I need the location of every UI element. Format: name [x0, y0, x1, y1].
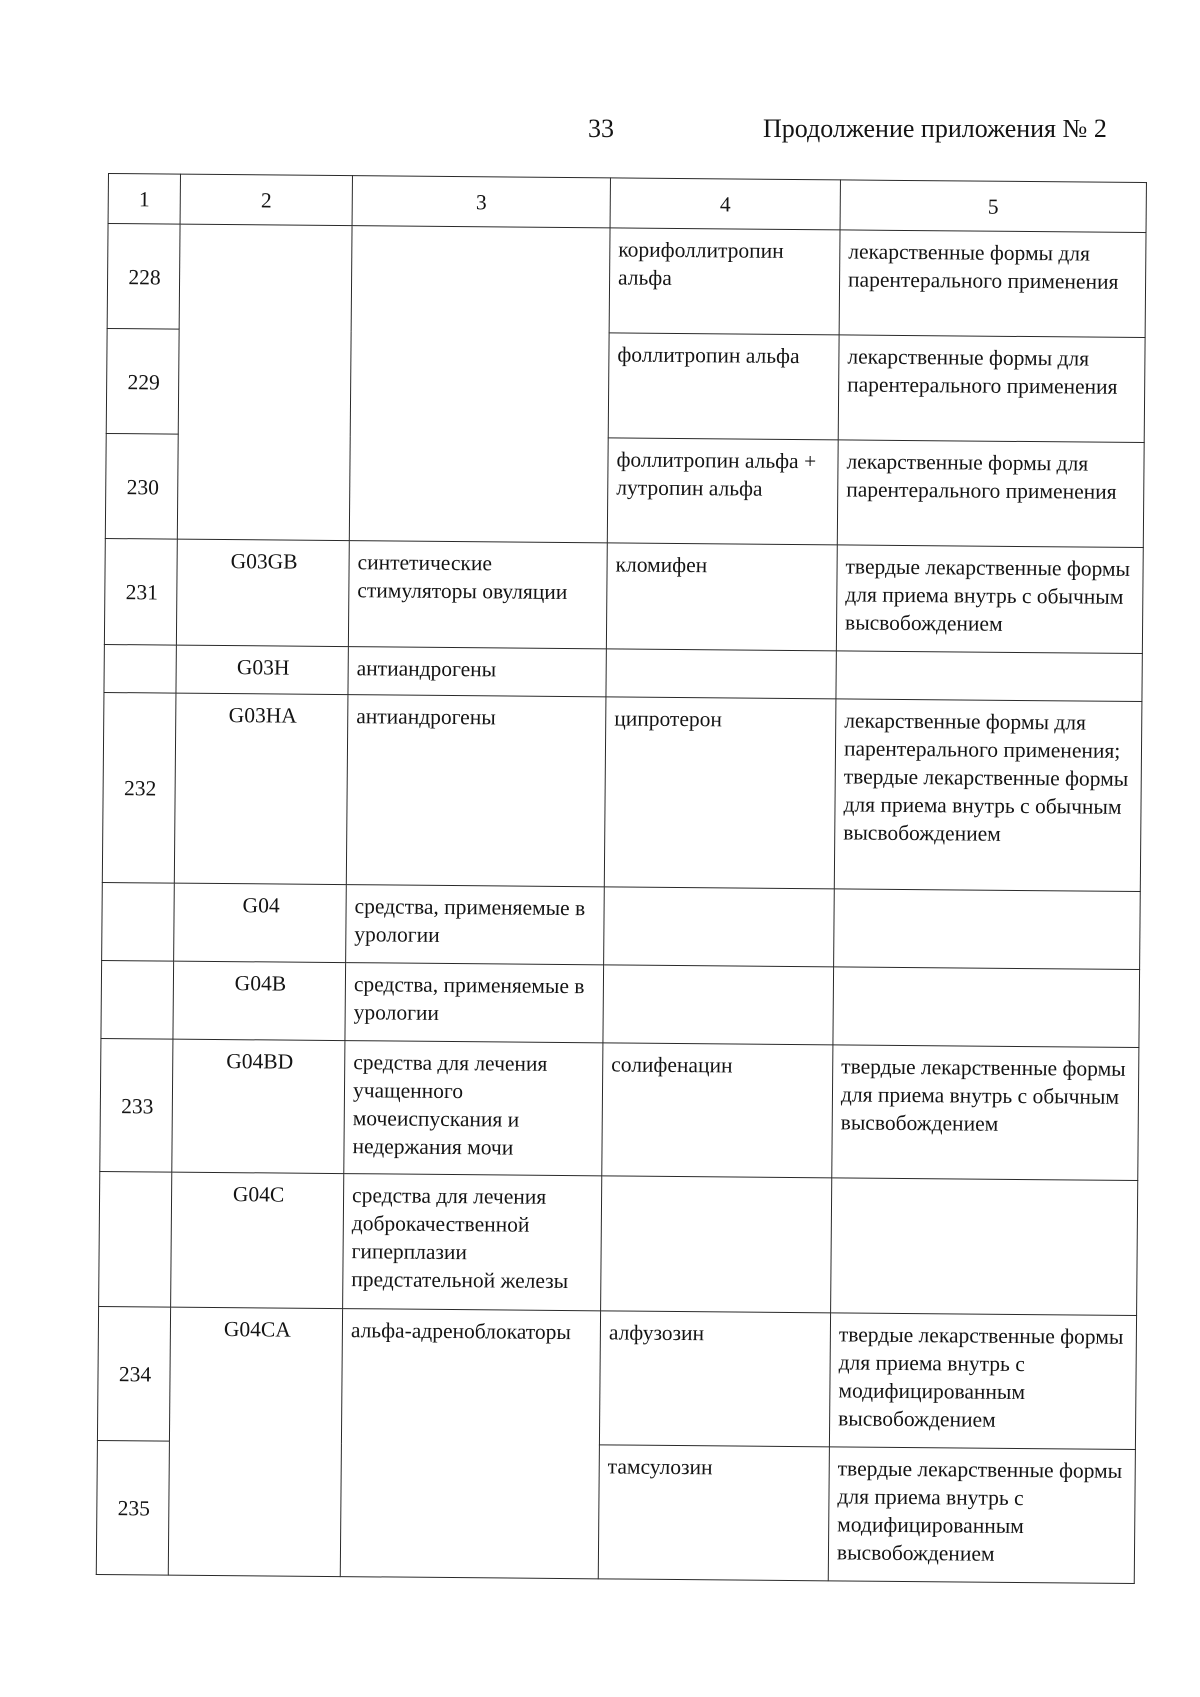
row-number: 235: [96, 1440, 169, 1575]
atx-code-cell: G04B: [173, 961, 346, 1040]
group-name-cell: антиандрогены: [348, 647, 606, 697]
table-row: [97, 1306, 1136, 1449]
atx-code-cell: G03HA: [174, 693, 348, 884]
group-name-cell: средства для лечения учащенного мочеиспускания и недержания мочи: [344, 1041, 603, 1176]
atx-code-cell: [177, 224, 352, 540]
substance-cell: алфузозин: [599, 1311, 830, 1447]
page-number: 33: [588, 114, 614, 143]
dosage-form-text: лекарственные формы для парентерального применения: [847, 239, 1119, 294]
table-row: [102, 692, 1142, 891]
group-name-cell: антиандрогены: [346, 695, 606, 887]
atx-code-cell: G04C: [171, 1172, 344, 1308]
atx-code-cell: G04BD: [172, 1039, 345, 1173]
substance-cell: корифоллитропин альфа: [609, 228, 840, 335]
dosage-forms-cell: [834, 889, 1141, 970]
dosage-forms-cell: [834, 699, 1142, 892]
dosage-forms-cell: [836, 545, 1143, 654]
row-number: [99, 1171, 172, 1307]
table-row: [99, 1171, 1138, 1315]
dosage-forms-cell: [839, 230, 1146, 338]
appendix-continuation-title: Продолжение приложения № 2: [763, 114, 1107, 143]
row-number: [104, 644, 176, 693]
dosage-forms-cell: [828, 1447, 1135, 1584]
row-number: 229: [106, 328, 179, 434]
column-header: 4: [610, 178, 840, 230]
column-header: 5: [840, 180, 1146, 233]
substance-cell: фоллитропин альфа: [608, 333, 839, 440]
dosage-form-text: твердые лекарственные формы для приема внутрь с модифицированным высвобождением: [836, 1456, 1123, 1566]
group-name-cell: средства, применяемые в урологии: [345, 963, 604, 1043]
table-row: [102, 882, 1141, 969]
dosage-form-text: лекарственные формы для парентерального применения: [847, 344, 1118, 399]
dosage-form-text: лекарственные формы для парентерального применения;: [843, 708, 1121, 763]
group-name-cell: синтетические стимуляторы овуляции: [348, 541, 607, 649]
substance-cell: [603, 965, 834, 1045]
row-number: 231: [104, 538, 177, 645]
substance-cell: [604, 887, 835, 967]
row-number: 233: [100, 1038, 173, 1172]
substance-cell: солифенацин: [602, 1043, 833, 1178]
table-header-row: [108, 174, 1146, 233]
dosage-forms-cell: [829, 1313, 1136, 1450]
substance-cell: [601, 1176, 832, 1313]
drug-list-table: [96, 173, 1147, 1584]
dosage-forms-cell: [832, 1045, 1139, 1181]
table-row: [107, 224, 1146, 338]
group-name-cell: альфа-адреноблокаторы: [340, 1309, 600, 1579]
dosage-forms-cell: [836, 651, 1142, 702]
column-header: 2: [180, 174, 352, 225]
table-row: [101, 960, 1140, 1047]
dosage-forms-cell: [838, 335, 1145, 443]
substance-cell: [606, 649, 836, 699]
column-header: 3: [352, 176, 610, 228]
dosage-form-text: твердые лекарственные формы для приема внутрь с модифицированным высвобождением: [838, 1322, 1124, 1432]
substance-cell: тамсулозин: [598, 1445, 829, 1581]
dosage-form-text: твердые лекарственные формы для приема внутрь с обычным высвобождением: [845, 554, 1131, 636]
row-number: 228: [107, 224, 180, 330]
substance-cell: ципротерон: [604, 697, 836, 889]
dosage-forms-cell: [833, 967, 1140, 1048]
row-number: 232: [102, 692, 176, 883]
row-number: 234: [97, 1306, 170, 1441]
dosage-forms-cell: [831, 1178, 1138, 1316]
row-number: 230: [105, 433, 178, 539]
dosage-form-text: твердые лекарственные формы для приема внутрь с обычным высвобождением: [843, 764, 1129, 846]
row-number: [101, 960, 174, 1039]
atx-code-cell: G04CA: [168, 1307, 342, 1576]
dosage-forms-cell: [837, 440, 1144, 548]
dosage-form-text: лекарственные формы для парентерального применения: [846, 449, 1117, 504]
row-number: [102, 882, 175, 961]
substance-cell: фоллитропин альфа + лутропин альфа: [607, 438, 838, 545]
dosage-form-text: твердые лекарственные формы для приема внутрь с обычным высвобождением: [840, 1054, 1126, 1136]
table-row: [100, 1038, 1139, 1180]
column-header: 1: [108, 174, 180, 225]
atx-code-cell: G03H: [176, 645, 348, 694]
group-name-cell: [349, 226, 610, 543]
atx-code-cell: G03GB: [176, 539, 349, 646]
group-name-cell: средства для лечения доброкачественной гиперплазии предстательной железы: [343, 1174, 602, 1311]
substance-cell: кломифен: [606, 543, 837, 651]
table-row: [104, 538, 1143, 653]
atx-code-cell: G04: [174, 883, 347, 962]
group-name-cell: средства, применяемые в урологии: [346, 885, 605, 965]
